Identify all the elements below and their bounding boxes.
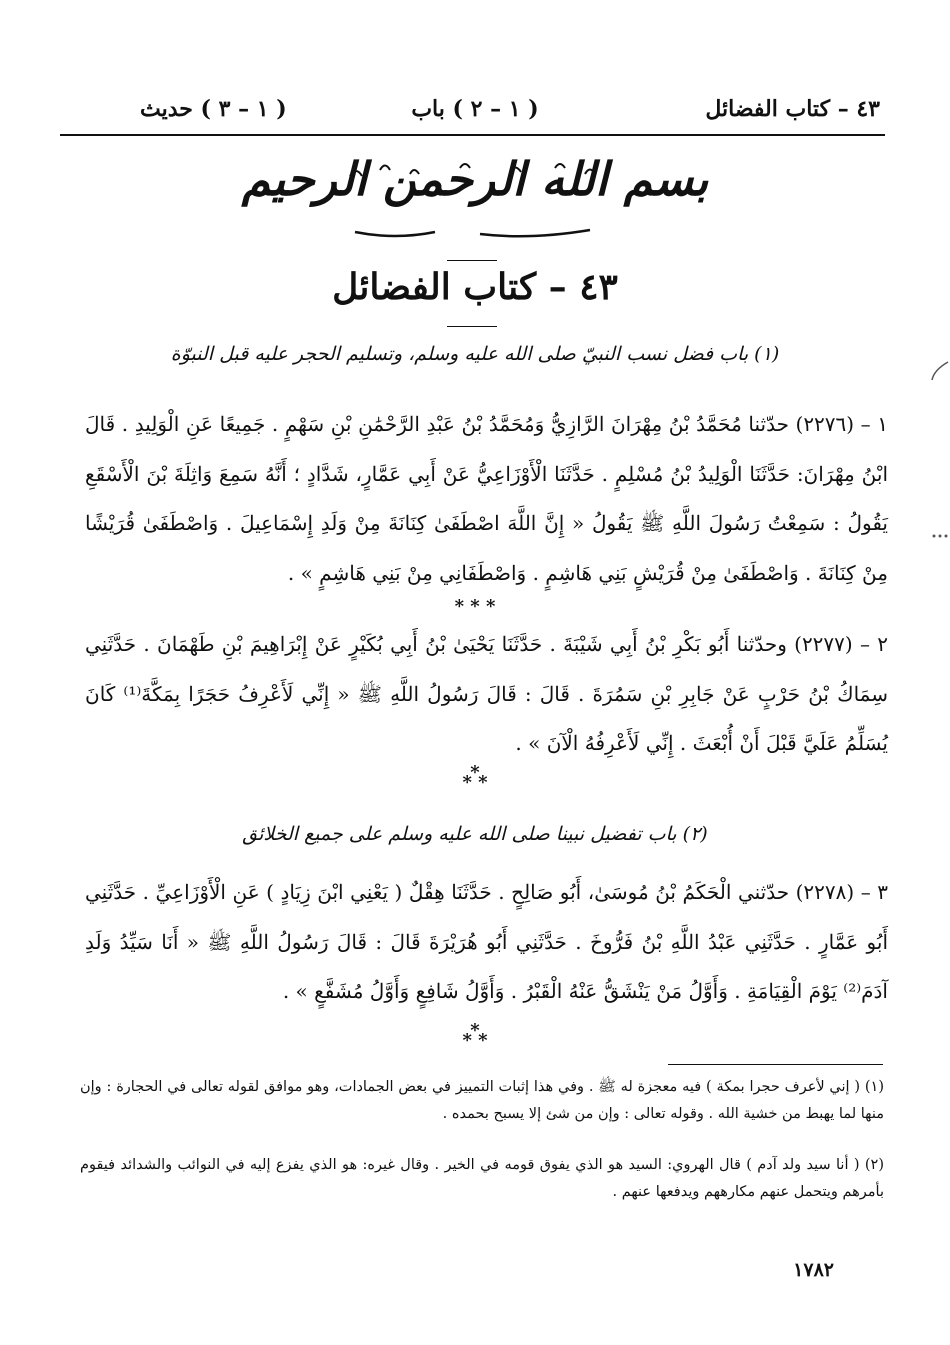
bab-heading-2: (٢) باب تفضيل نبينا صلى الله عليه وسلم على جميع الخلائق (242, 823, 708, 845)
section-separator: * * * (462, 1020, 488, 1051)
section-separator: * * * (462, 762, 488, 793)
header-rule (60, 134, 885, 136)
title-rule-bottom (447, 326, 497, 327)
header-bab-range: ( ١ – ٢ ) باب (411, 96, 539, 122)
footnote-rule (668, 1064, 883, 1065)
hadith-2276: ١ – (٢٢٧٦) حدّثنا مُحَمَّدُ بْنُ مِهْرَانَ الرَّازِيُّ وَمُحَمَّدُ بْنُ عَبْدِ الرَّحْمَٰنِ بْنِ سَهْمٍ . جَمِيعًا عَنِ الْوَلِيدِ . قَالَ ابْنُ مِهْرَانَ: حَدَّثَنَا الْوَلِيدُ بْنُ مُسْلِمٍ . حَدَّثَنَا الْأَوْزَاعِيُّ عَنْ أَبِي عَمَّارٍ، شَدَّادٍ ؛ أَنَّهُ سَمِعَ وَاثِلَةَ بْنَ الْأَسْقَعِ يَقُولُ : سَمِعْتُ رَسُولَ اللَّهِ ﷺ يَقُولُ « إِنَّ اللَّهَ اصْطَفَىٰ كِنَانَةَ مِنْ وَلَدِ إِسْمَاعِيلَ . وَاصْطَفَىٰ قُرَيْشًا مِنْ كِنَانَةَ . وَاصْطَفَىٰ مِنْ قُرَيْشٍ بَنِي هَاشِمٍ . وَاصْطَفَانِي مِنْ بَنِي هَاشِمٍ » . (85, 412, 888, 585)
margin-bracket-icon (928, 360, 950, 382)
bab-heading-1: (١) باب فضل نسب النبيّ صلى الله عليه وسلم، وتسليم الحجر عليه قبل النبوّة (170, 343, 780, 365)
title-rule-top (447, 260, 497, 261)
margin-dots-icon (928, 530, 950, 542)
hadith-2278: ٣ – (٢٢٧٨) حدّثني الْحَكَمُ بْنُ مُوسَىٰ، أَبُو صَالِحٍ . حَدَّثَنَا هِقْلٌ ( يَعْنِي ابْنَ زِيَادٍ ) عَنِ الْأَوْزَاعِيِّ . حَدَّثَنِي أَبُو عَمَّارٍ . حَدَّثَنِي عَبْدُ اللَّهِ بْنُ فَرُّوخَ . حَدَّثَنِي أَبُو هُرَيْرَةَ قَالَ : قَالَ رَسُولُ اللَّهِ ﷺ « أَنَا سَيِّدُ وَلَدِ آدَمَ⁽²⁾ يَوْمَ الْقِيَامَةِ . وَأَوَّلُ مَنْ يَنْشَقُّ عَنْهُ الْقَبْرُ . وَأَوَّلُ شَافِعٍ وَأَوَّلُ مُشَفَّعٍ » . (85, 880, 888, 1003)
header-book-title: ٤٣ – كتاب الفضائل (705, 96, 880, 122)
header-hadith-range: ( ١ – ٣ ) حديث (140, 96, 287, 122)
page-number: ١٧٨٢ (793, 1259, 834, 1281)
calligraphy-ornament-icon (340, 154, 610, 244)
running-header (60, 96, 890, 132)
basmala-text: بسم الله الرحمن الرحيم (241, 152, 709, 206)
section-separator: * * * (454, 596, 496, 617)
hadith-2277: ٢ – (٢٢٧٧) وحدّثنا أَبُو بَكْرِ بْنُ أَبِي شَيْبَةَ . حَدَّثَنَا يَحْيَىٰ بْنُ أَبِي بُكَيْرٍ عَنْ إِبْرَاهِيمَ بْنِ طَهْمَانَ . حَدَّثَنِي سِمَاكُ بْنُ حَرْبٍ عَنْ جَابِرِ بْنِ سَمُرَةَ . قَالَ : قَالَ رَسُولُ اللَّهِ ﷺ « إِنِّي لَأَعْرِفُ حَجَرًا بِمَكَّةَ⁽¹⁾ كَانَ يُسَلِّمُ عَلَيَّ قَبْلَ أَنْ أُبْعَثَ . إِنِّي لَأَعْرِفُهُ الْآنَ » . (85, 632, 888, 755)
footnote-2: (٢) ( أنا سيد ولد آدم ) قال الهروي: السيد هو الذي يفوق قومه في الخير . وقال غيره: هو الذي يفزع إليه في النوائب والشدائد فيقوم بأمرهم ويتحمل عنهم مكارههم ويدفعها عنهم . (80, 1157, 884, 1200)
book-title: ٤٣ – كتاب الفضائل (332, 266, 618, 308)
basmala-calligraphy (0, 150, 950, 210)
footnote-1: (١) ( إني لأعرف حجرا بمكة ) فيه معجزة له ﷺ . وفي هذا إثبات التمييز في بعض الجمادات، وهو موافق لقوله تعالى في الحجارة : وإن منها لما يهبط من خشية الله . وقوله تعالى : وإن من شئ إلا يسبح بحمده . (80, 1079, 884, 1122)
